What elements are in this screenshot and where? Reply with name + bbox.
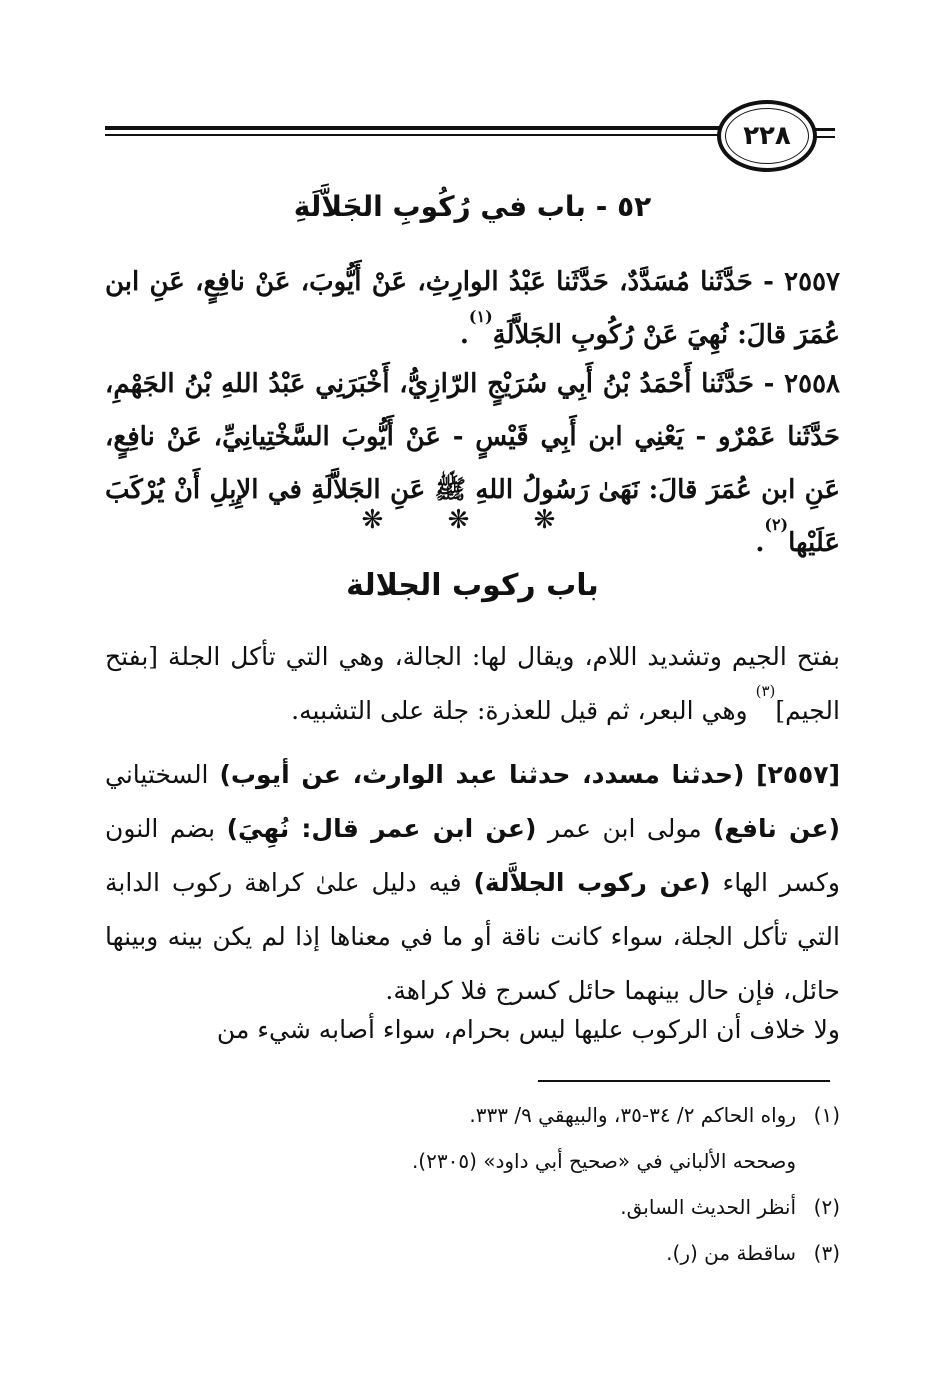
footnote-text: أنظر الحديث السابق.	[620, 1195, 796, 1219]
hadith-text: ٢٥٥٨ - حَدَّثَنا أَحْمَدُ بْنُ أَبِي سُرَيْجٍ الرّازِيُّ، أَخْبَرَنِي عَبْدُ اللهِ بْنُ الجَهْمِ، حَدَّثَنا عَمْرٌو - يَعْنِي ابن أَبِي قَيْسٍ - عَنْ أَيُّوبَ السَّخْتِيانِيِّ، عَنْ نافِعٍ، عَنِ ابن عُمَرَ قالَ: نَهَىٰ رَسُولُ اللهِ ﷺ عَنِ الجَلاَّلَةِ في الإِبِلِ أَنْ يُرْكَبَ عَلَيْها	[105, 369, 840, 558]
page-header	[105, 100, 840, 170]
footnote-text: وصححه الألباني في «صحيح أبي داود» (٢٣٠٥).	[411, 1149, 796, 1173]
hadith-text: ٢٥٥٧ - حَدَّثَنا مُسَدَّدٌ، حَدَّثَنا عَبْدُ الوارِثِ، عَنْ أَيُّوبَ، عَنْ نافِعٍ، عَنِ ابن عُمَرَ قالَ: نُهِيَ عَنْ رُكُوبِ الجَلاَّلَةِ	[105, 267, 840, 350]
footnote-ref: (١)	[468, 307, 493, 326]
commentary-text: وهي البعر، ثم قيل للعذرة: جلة على التشبيه.	[291, 696, 756, 725]
commentary-text: مولى ابن عمر	[536, 814, 714, 843]
commentary-paragraph	[105, 1003, 840, 1067]
footnote	[105, 1230, 840, 1276]
section-separator: ❋ ❋ ❋	[361, 505, 584, 535]
hadith-2557	[105, 256, 840, 368]
footnotes	[105, 1092, 840, 1276]
footnote-ref: (٢)	[764, 515, 789, 534]
footnote-ref: (٣)	[755, 682, 776, 700]
footnote-text: رواه الحاكم ٢/ ٣٤-٣٥، والبيهقي ٩/ ٣٣٣.	[469, 1103, 796, 1127]
footnote	[105, 1092, 840, 1138]
header-rule	[105, 134, 725, 136]
hadith-2558	[105, 358, 840, 576]
commentary-text: فيه دليل علىٰ كراهة ركوب الدابة التي تأكل الجلة، سواء كانت ناقة أو ما في معناها إذا لم يكن بينه وبينها حائل، فإن حال بينهما حائل كسرج فلا كراهة.	[105, 868, 840, 1005]
commentary-paragraph	[105, 748, 840, 1028]
commentary-heading: باب ركوب الجلالة	[346, 568, 599, 603]
footnote-number: (٣)	[813, 1241, 840, 1265]
footnote-number: (٢)	[813, 1195, 840, 1219]
footnote-number: (١)	[813, 1103, 840, 1127]
page-number-medallion	[717, 100, 817, 172]
commentary-text: السختياني	[105, 760, 220, 789]
hadith-tail: .	[459, 320, 469, 350]
footnote	[105, 1138, 840, 1184]
footnote-text: ساقطة من (ر).	[666, 1241, 796, 1265]
footnote-divider	[538, 1080, 830, 1082]
commentary-text: بضم النون وكسر الهاء	[105, 814, 840, 897]
commentary-paragraph	[105, 630, 840, 748]
header-rule	[105, 126, 725, 130]
quoted-matn: [٢٥٥٧] (حدثنا مسدد، حدثنا عبد الوارث، عن أيوب)	[219, 760, 841, 789]
quoted-matn: (عن نافع)	[713, 814, 840, 843]
quoted-matn: (عن ركوب الجلاَّلة)	[473, 868, 711, 897]
footnote	[105, 1184, 840, 1230]
chapter-heading: ٥٢ - باب في رُكُوبِ الجَلاَّلَةِ	[293, 190, 652, 223]
commentary-text: ولا خلاف أن الركوب عليها ليس بحرام، سواء أصابه شيء من	[216, 1015, 840, 1044]
quoted-matn: (عن ابن عمر قال: نُهِيَ)	[226, 814, 537, 843]
hadith-tail: .	[755, 528, 765, 558]
page-number: ٢٢٨	[743, 121, 791, 151]
commentary-text: بفتح الجيم وتشديد اللام، ويقال لها: الجالة، وهي التي تأكل الجلة [بفتح الجيم]	[105, 642, 840, 725]
